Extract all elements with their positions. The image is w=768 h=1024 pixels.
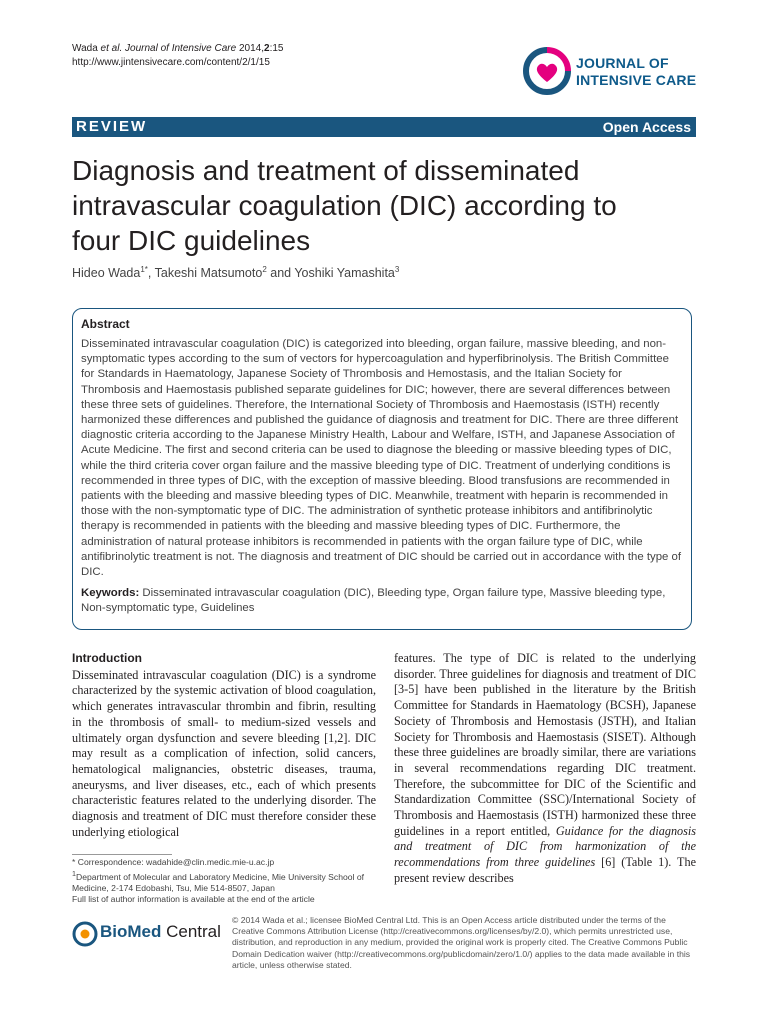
article-type-label: REVIEW <box>76 118 148 135</box>
citation-volume: 2 <box>264 43 270 54</box>
keywords <box>81 586 684 616</box>
logo-line2: INTENSIVE CARE <box>576 72 697 88</box>
journal-logo-text <box>576 55 696 89</box>
author-list <box>72 265 399 280</box>
publisher-logo-text <box>100 922 221 942</box>
correspondence: * Correspondence: wadahide@clin.medic.mie-u.ac.jp <box>72 857 275 867</box>
author-affiliation: 2 <box>262 265 267 274</box>
body-text-a: features. The type of DIC is related to the underlying disorder. Three guidelines for diagnosis and treatment of DIC [3-5] have been published in the literature by the British Committee for Standards in Haematology (BCSH), Japanese Society of Thrombosis and Hemostasis (JSTH), and Italian Society for Thrombosis and Haemostasis (SISET). Although these three guidelines are broadly similar, there are variations in several recommendations regarding DIC treatment. Therefore, the subcommittee for DIC of the Scientific and Standardization Committee (SSC)/International Society of Thrombosis and Haemostasis (ISTH) harmonized these three guidelines in a report entitled, <box>394 651 696 838</box>
journal-logo-icon <box>520 44 574 98</box>
footnotes <box>72 857 372 906</box>
article-title: Diagnosis and treatment of disseminated intravascular coagulation (DIC) according to four DIC guidelines <box>72 155 617 256</box>
author-separator: , <box>147 266 155 281</box>
abstract-text: Disseminated intravascular coagulation (DIC) is categorized into bleeding, organ failure, massive bleeding, and non-symptomatic types according to the sum of vectors for hypercoagulation and hyperfibrinolysis. The British Committee for Standards in Haematology, Japanese Society of Thrombosis and Hemostasis, and the Italian Society for Thrombosis and Haemostasis published separate guidelines for DIC; however, there are several differences between these three sets of guidelines. Therefore, the International Society of Thrombosis and Haemostasis (ISTH) recently harmonized these differences and published the guidance of diagnosis and treatment for DIC. There are three different diagnostic criteria according to the Japanese Ministry Health, Labour and Welfare, ISTH, and Japanese Association of Acute Medicine. The first and second criteria can be used to diagnose the bleeding or massive bleeding types of DIC, while the third criteria cover organ failure and the massive bleeding type of DIC. Treatment of underlying conditions is recommended in three types of DIC, with the exception of massive bleeding. Blood transfusions are recommended in patients with the bleeding and massive bleeding types of DIC. Meanwhile, treatment with heparin is recommended in those with the non-symptomatic type of DIC. The administration of synthetic protease inhibitors and antifibrinolytic therapy is recommended in patients with the bleeding and massive bleeding types of DIC. Furthermore, the administration of natural protease inhibitors is recommended in patients with the organ failure type of DIC, while antifibrinolytic treatment is not. The diagnosis and treatment of DIC should be carried out in accordance with the type of DIC. <box>81 338 682 579</box>
body-paragraph <box>394 651 696 887</box>
author-affiliation: 1* <box>140 265 148 274</box>
author-separator: and <box>266 266 295 281</box>
affiliation-number: 1 <box>72 869 76 878</box>
body-right-column <box>394 651 696 887</box>
abstract-box <box>72 308 692 630</box>
author-affiliation: 3 <box>394 265 400 274</box>
author-name[interactable]: Yoshiki Yamashita <box>294 266 395 281</box>
introduction-paragraph: Disseminated intravascular coagulation (DIC) is a syndrome characterized by the systemic activation of blood coagulation, which generates intravascular thrombin and fibrin, resulting in the thrombosis of small- to medium-sized vessels and ultimately organ dysfunction and severe bleeding [1,2]. DIC may result as a complication of infection, solid cancers, hematological malignancies, obstetric diseases, trauma, aneurysms, and liver diseases, etc., each of which presents characteristic features related to the underlying disorder. The diagnosis and treatment of DIC must therefore consider these underlying etiological <box>72 667 376 839</box>
citation-journal: Journal of Intensive Care <box>125 43 237 54</box>
license-text: © 2014 Wada et al.; licensee BioMed Central Ltd. This is an Open Access article distributed under the terms of the Creative Commons Attribution License (http://creativecommons.org/licenses/by/2.0), which permits unrestricted use, distribution, and reproduction in any medium, provided the original work is properly cited. The Creative Commons Public Domain Dedication waiver (http://creativecommons.org/publicdomain/zero/1.0/) applies to the data made available in this article, unless otherwise stated. <box>232 915 691 970</box>
citation-etal: et al. <box>100 43 123 54</box>
author-name[interactable]: Takeshi Matsumoto <box>154 266 263 281</box>
footnote-divider <box>72 854 172 855</box>
publisher-name-bold: BioMed <box>100 922 162 941</box>
body-guidance-title: Guidance for the diagnosis and treatment of DIC from harmonization of the recommendations from three guidelines <box>394 823 696 870</box>
keywords-label: Keywords: <box>81 587 140 600</box>
citation-url[interactable]: http://www.jintensivecare.com/content/2/1/15 <box>72 57 270 68</box>
author-name[interactable]: Hideo Wada <box>72 266 141 281</box>
body-text-b: [6] (Table 1). The present review describes <box>394 855 696 885</box>
citation-author: Wada <box>72 43 98 54</box>
article-type-banner <box>72 117 696 137</box>
abstract-heading: Abstract <box>81 317 130 331</box>
publisher-name-rest: Central <box>161 922 221 941</box>
affiliation <box>72 869 372 895</box>
open-access-label: Open Access <box>602 119 691 135</box>
logo-line1: JOURNAL OF <box>576 55 669 71</box>
citation-year: 2014, <box>238 43 264 54</box>
biomed-central-logo-icon <box>72 921 98 947</box>
citation-line <box>72 42 283 56</box>
keywords-text: Disseminated intravascular coagulation (DIC), Bleeding type, Organ failure type, Massive bleeding type, Non-symptomatic type, Guidelines <box>81 587 666 615</box>
body-left-column <box>72 651 376 840</box>
introduction-heading: Introduction <box>72 651 142 665</box>
citation-header <box>72 42 283 70</box>
affiliation-text: Department of Molecular and Laboratory Medicine, Mie University School of Medicine, 2-174 Edobashi, Tsu, Mie 514-8507, Japan <box>72 871 365 893</box>
citation-article: :15 <box>269 43 284 54</box>
author-info-note: Full list of author information is available at the end of the article <box>72 894 315 905</box>
